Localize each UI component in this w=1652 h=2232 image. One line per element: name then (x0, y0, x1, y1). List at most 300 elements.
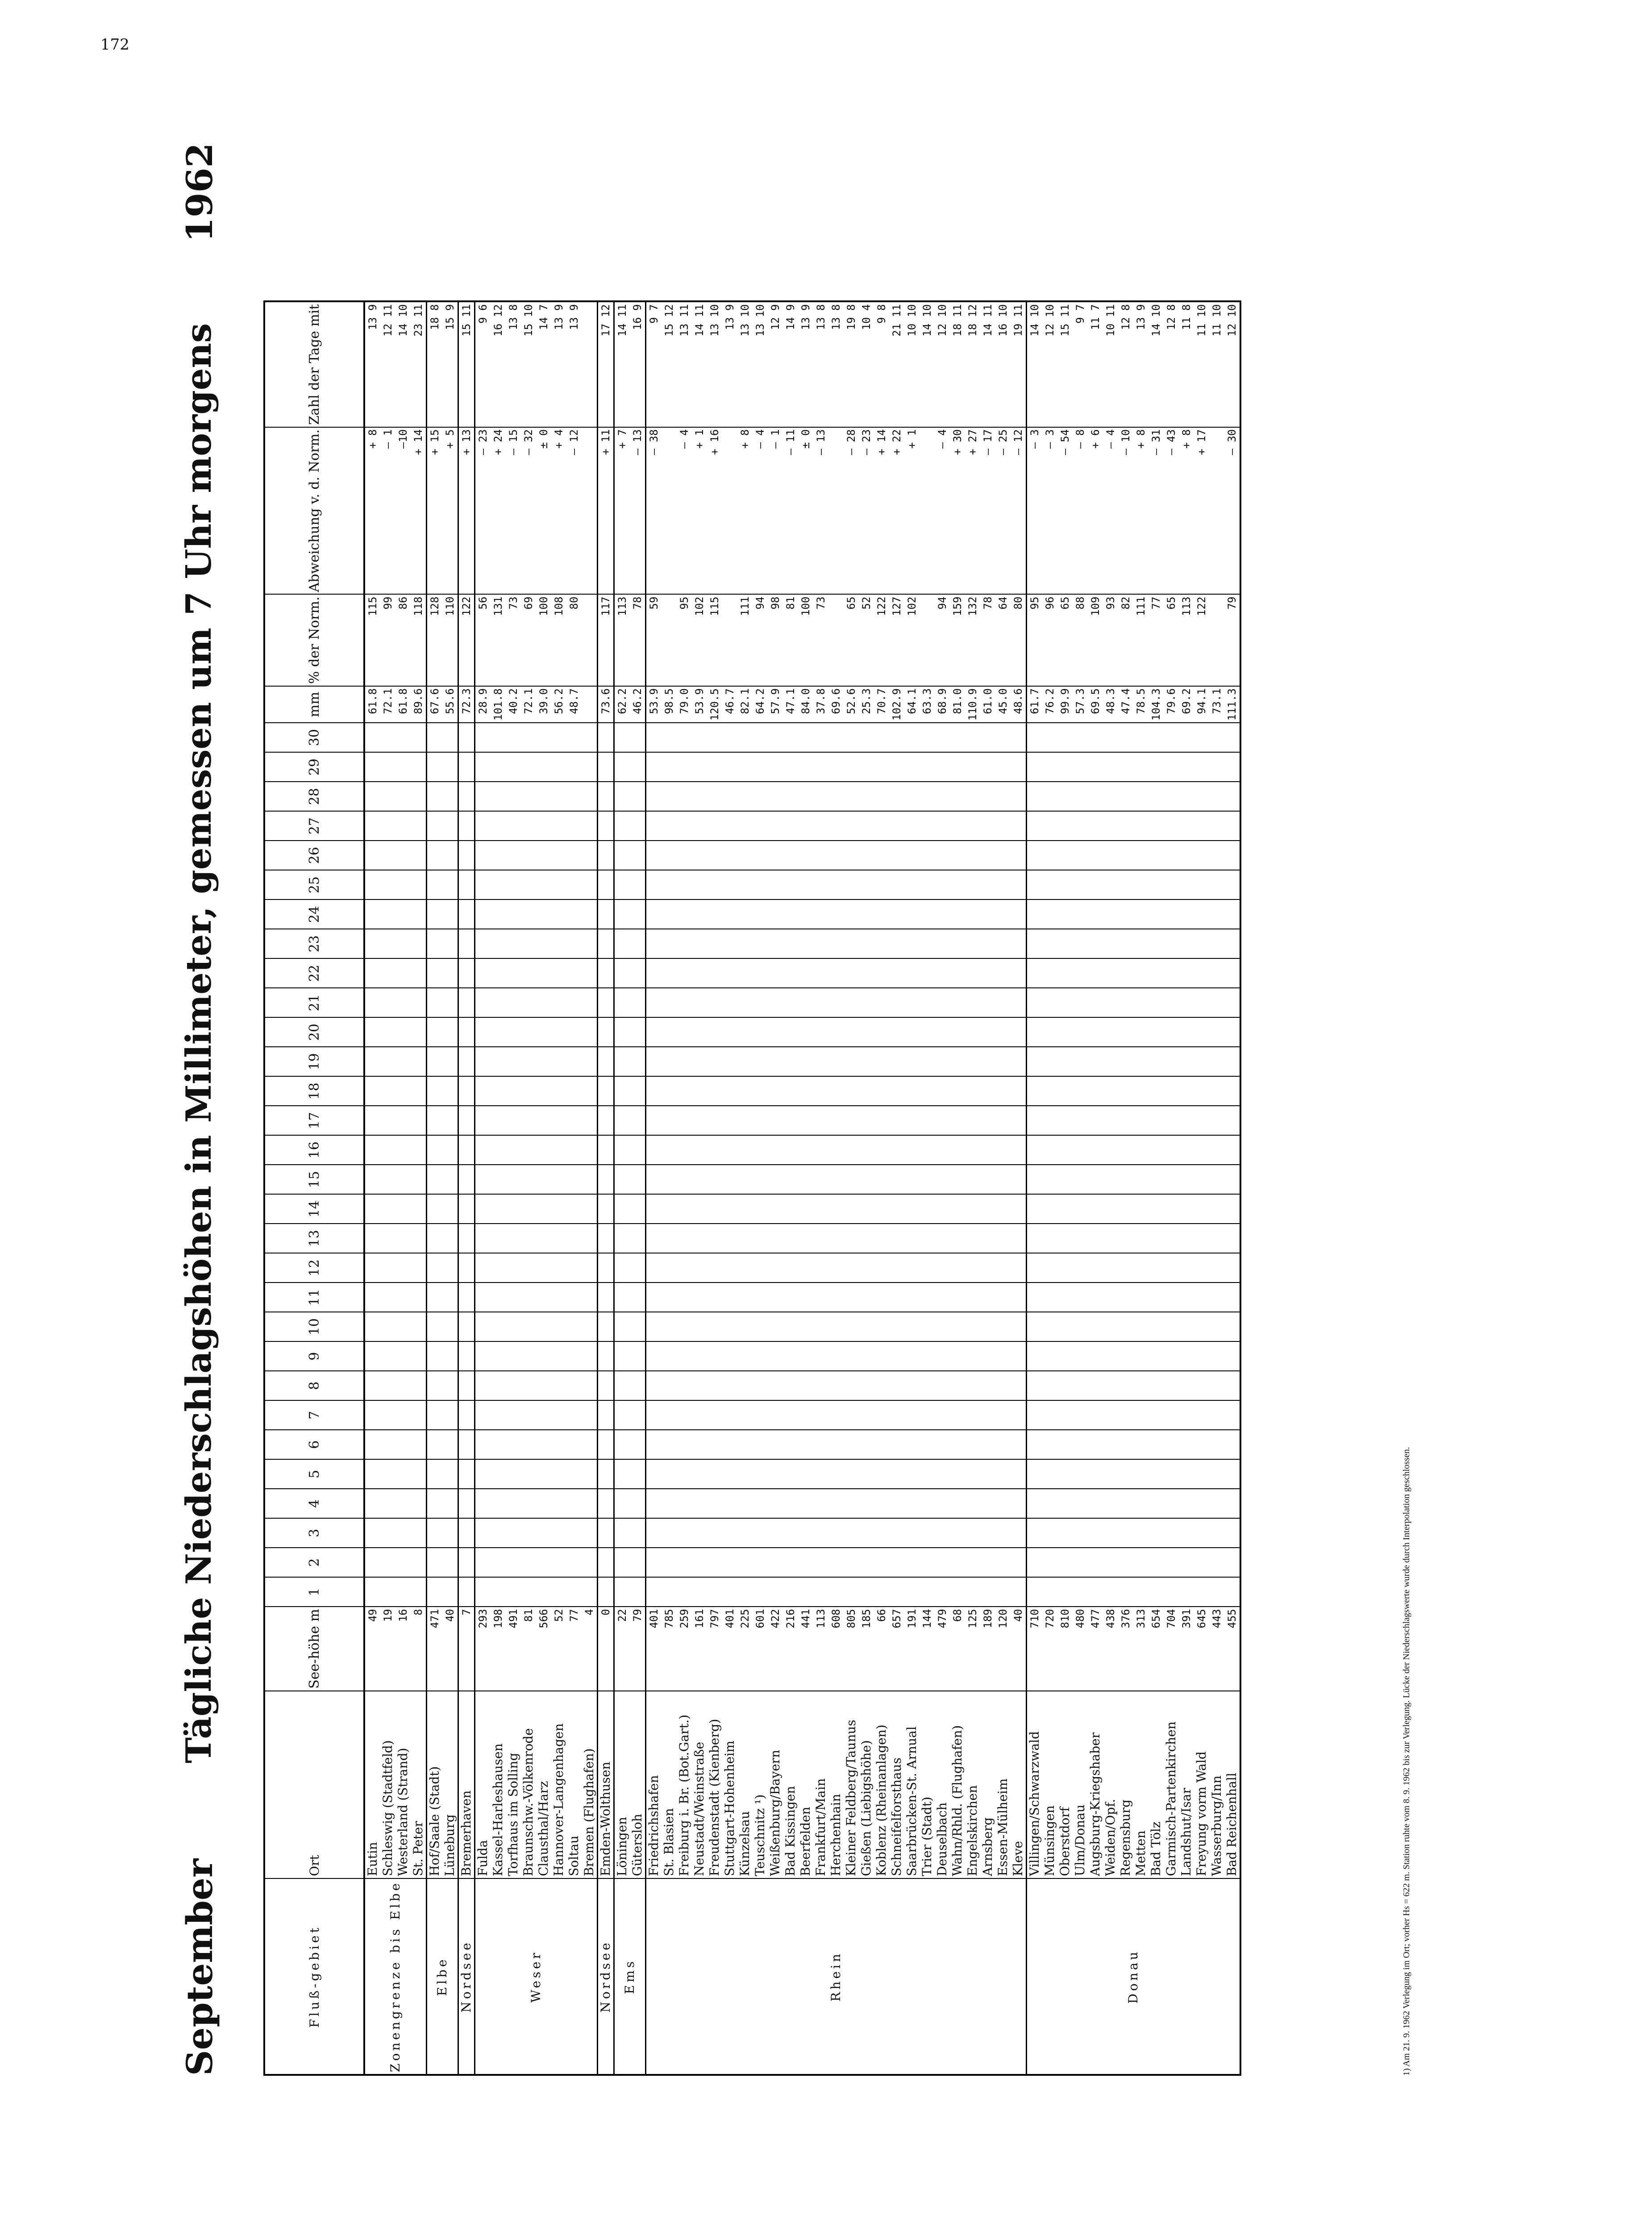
day-cell (783, 1135, 798, 1165)
day-cell (662, 1371, 677, 1400)
table-row (1148, 302, 1164, 2075)
day-cell (783, 1047, 798, 1076)
monatssumme-cell: 101.8 (491, 686, 506, 723)
day-cell (813, 1577, 828, 1607)
day-cell (753, 1106, 768, 1135)
day-cell (920, 1577, 935, 1607)
day-cell (1179, 1253, 1194, 1283)
day-cell (506, 1341, 521, 1371)
day-cell (566, 1017, 582, 1047)
day-cell (1209, 1489, 1224, 1518)
day-cell (889, 929, 904, 958)
day-cell (566, 1283, 582, 1312)
day-cell (1027, 782, 1043, 811)
ort-cell: Garmisch-Partenkirchen (1164, 1691, 1179, 1878)
day-cell (380, 1400, 395, 1430)
day-cell (1209, 1459, 1224, 1489)
day-cell (1073, 1548, 1088, 1577)
day-cell (783, 811, 798, 841)
day-cell (783, 1489, 798, 1518)
day-cell (475, 899, 491, 929)
day-cell (427, 1224, 443, 1253)
zahl-tage-cell: 12 10 (1224, 302, 1240, 427)
day-cell (813, 723, 828, 752)
day-cell (753, 1548, 768, 1577)
day-cell (859, 782, 874, 811)
day-cell (722, 1489, 737, 1518)
day-cell (753, 1135, 768, 1165)
day-cell (874, 1312, 889, 1341)
day-cell (1209, 988, 1224, 1017)
day-cell (1164, 870, 1179, 899)
day-cell (630, 1459, 646, 1489)
day-cell (1148, 929, 1164, 958)
day-cell (995, 752, 1011, 782)
day-cell (442, 841, 458, 870)
day-cell (813, 929, 828, 958)
pct-norm-cell: 56 (475, 594, 491, 686)
day-cell (889, 899, 904, 929)
day-cell (598, 1253, 614, 1283)
day-cell (677, 1106, 692, 1135)
day-cell (874, 1224, 889, 1253)
day-cell (1103, 752, 1118, 782)
day-cell (506, 1047, 521, 1076)
day-cell (506, 1135, 521, 1165)
abweichung-cell: + 24 (491, 427, 506, 595)
col-day-29: 29 (264, 752, 364, 782)
table-row (582, 302, 598, 2075)
day-cell (935, 1194, 950, 1224)
day-cell (722, 1341, 737, 1371)
day-cell (753, 1430, 768, 1459)
seehoehe-cell: 16 (395, 1607, 411, 1691)
seehoehe-cell: 455 (1224, 1607, 1240, 1691)
day-cell (630, 1283, 646, 1312)
day-cell (598, 1400, 614, 1430)
day-cell (1011, 1224, 1027, 1253)
day-cell (536, 1371, 551, 1400)
day-cell (753, 811, 768, 841)
day-cell (904, 870, 920, 899)
day-cell (1164, 1283, 1179, 1312)
day-cell (566, 1430, 582, 1459)
day-cell (950, 841, 965, 870)
day-cell (551, 1430, 566, 1459)
ort-cell: Oberstdorf (1057, 1691, 1073, 1878)
day-cell (722, 1165, 737, 1194)
day-cell (1209, 1017, 1224, 1047)
day-cell (677, 1194, 692, 1224)
day-cell (950, 1194, 965, 1224)
pct-norm-cell: 132 (965, 594, 980, 686)
day-cell (380, 870, 395, 899)
day-cell (722, 1253, 737, 1283)
day-cell (1103, 1253, 1118, 1283)
day-cell (427, 1165, 443, 1194)
day-cell (844, 841, 859, 870)
day-cell (662, 1106, 677, 1135)
day-cell (813, 1548, 828, 1577)
day-cell (551, 782, 566, 811)
day-cell (1027, 841, 1043, 870)
seehoehe-cell: 0 (598, 1607, 614, 1691)
day-cell (904, 1253, 920, 1283)
ort-cell: Herchenhain (828, 1691, 844, 1878)
day-cell (692, 958, 707, 988)
ort-cell: Emden-Wolthusen (598, 1691, 614, 1878)
day-cell (646, 782, 662, 811)
day-cell (813, 1076, 828, 1106)
day-cell (1042, 1430, 1057, 1459)
day-cell (491, 1047, 506, 1076)
day-cell (783, 870, 798, 899)
abweichung-cell: + 14 (874, 427, 889, 595)
day-cell (935, 1518, 950, 1548)
ort-cell: Villingen/Schwarzwald (1027, 1691, 1043, 1878)
table-row (1194, 302, 1209, 2075)
day-cell (874, 1577, 889, 1607)
day-cell (536, 1194, 551, 1224)
day-cell (566, 1253, 582, 1283)
abweichung-cell: – 23 (475, 427, 491, 595)
day-cell (904, 1400, 920, 1430)
day-cell (1073, 1283, 1088, 1312)
day-cell (1027, 899, 1043, 929)
day-cell (1057, 752, 1073, 782)
day-cell (1027, 958, 1043, 988)
day-cell (1088, 1577, 1103, 1607)
day-cell (768, 723, 783, 752)
day-cell (521, 1076, 536, 1106)
day-cell (582, 1400, 598, 1430)
day-cell (427, 870, 443, 899)
day-cell (920, 1312, 935, 1341)
day-cell (950, 1312, 965, 1341)
day-cell (1224, 841, 1240, 870)
ort-cell: Kassel-Harleshausen (491, 1691, 506, 1878)
day-cell (506, 988, 521, 1017)
ort-cell: Schleswig (Stadtfeld) (380, 1691, 395, 1878)
day-cell (737, 1224, 753, 1253)
day-cell (411, 841, 427, 870)
day-cell (491, 752, 506, 782)
day-cell (1194, 1312, 1209, 1341)
monatssumme-cell: 111.3 (1224, 686, 1240, 723)
day-cell (889, 1400, 904, 1430)
day-cell (692, 1017, 707, 1047)
day-cell (965, 752, 980, 782)
day-cell (692, 1489, 707, 1518)
day-cell (1057, 841, 1073, 870)
day-cell (614, 1224, 630, 1253)
day-cell (737, 899, 753, 929)
day-cell (364, 1341, 380, 1371)
day-cell (442, 1341, 458, 1371)
day-cell (1224, 782, 1240, 811)
day-cell (1148, 1312, 1164, 1341)
day-cell (380, 1017, 395, 1047)
day-cell (1027, 1017, 1043, 1047)
day-cell (1073, 752, 1088, 782)
day-cell (889, 1047, 904, 1076)
day-cell (1194, 782, 1209, 811)
day-cell (536, 1489, 551, 1518)
day-cell (1224, 929, 1240, 958)
day-cell (753, 723, 768, 752)
day-cell (889, 1489, 904, 1518)
day-cell (551, 1017, 566, 1047)
day-cell (1224, 811, 1240, 841)
pct-norm-cell: 113 (614, 594, 630, 686)
table-row (889, 302, 904, 2075)
day-cell (614, 1135, 630, 1165)
day-cell (551, 1371, 566, 1400)
monatssumme-cell: 46.2 (630, 686, 646, 723)
table-row (1088, 302, 1103, 2075)
day-cell (798, 1577, 813, 1607)
abweichung-cell: + 1 (692, 427, 707, 595)
day-cell (783, 1518, 798, 1548)
day-cell (1073, 1106, 1088, 1135)
day-cell (395, 723, 411, 752)
day-cell (566, 1312, 582, 1341)
day-cell (1103, 899, 1118, 929)
day-cell (442, 1253, 458, 1283)
flussgebiet-cell: Nordsee (458, 1878, 475, 2075)
day-cell (722, 752, 737, 782)
seehoehe-cell: 438 (1103, 1607, 1118, 1691)
day-cell (950, 1224, 965, 1253)
day-cell (646, 1341, 662, 1371)
day-cell (844, 1548, 859, 1577)
day-cell (551, 1194, 566, 1224)
abweichung-cell: – 23 (859, 427, 874, 595)
ort-cell: St. Blasien (662, 1691, 677, 1878)
day-cell (737, 1253, 753, 1283)
day-cell (566, 1341, 582, 1371)
day-cell (1164, 1400, 1179, 1430)
day-cell (722, 899, 737, 929)
monatssumme-cell: 104.3 (1148, 686, 1164, 723)
day-cell (521, 1253, 536, 1283)
day-cell (692, 1341, 707, 1371)
day-cell (1088, 1076, 1103, 1106)
day-cell (598, 1341, 614, 1371)
day-cell (364, 1224, 380, 1253)
day-cell (475, 1341, 491, 1371)
day-cell (427, 1430, 443, 1459)
day-cell (442, 899, 458, 929)
day-cell (395, 929, 411, 958)
day-cell (395, 1459, 411, 1489)
day-cell (707, 1459, 722, 1489)
day-cell (427, 1459, 443, 1489)
day-cell (598, 1430, 614, 1459)
day-cell (536, 1283, 551, 1312)
day-cell (491, 841, 506, 870)
ort-cell: Bremerhaven (458, 1691, 475, 1878)
table-row (491, 302, 506, 2075)
day-cell (364, 1165, 380, 1194)
day-cell (1088, 782, 1103, 811)
day-cell (1118, 1371, 1133, 1400)
table-row (380, 302, 395, 2075)
zahl-tage-cell: 9 7 (1073, 302, 1088, 427)
day-cell (1209, 811, 1224, 841)
monatssumme-cell: 61.0 (980, 686, 995, 723)
day-cell (798, 1430, 813, 1459)
day-cell (380, 1253, 395, 1283)
abweichung-cell: ± 0 (798, 427, 813, 595)
day-cell (783, 1400, 798, 1430)
day-cell (521, 1312, 536, 1341)
day-cell (828, 1371, 844, 1400)
day-cell (442, 1518, 458, 1548)
table-row (935, 302, 950, 2075)
day-cell (364, 1047, 380, 1076)
day-cell (768, 1459, 783, 1489)
day-cell (521, 723, 536, 752)
day-cell (1057, 1106, 1073, 1135)
day-cell (889, 1312, 904, 1341)
flussgebiet-cell: Ems (614, 1878, 646, 2075)
day-cell (442, 1430, 458, 1459)
day-cell (582, 1076, 598, 1106)
table-row (521, 302, 536, 2075)
day-cell (707, 1312, 722, 1341)
day-cell (536, 1106, 551, 1135)
day-cell (965, 1312, 980, 1341)
day-cell (1088, 723, 1103, 752)
day-cell (920, 782, 935, 811)
monatssumme-cell: 69.2 (1179, 686, 1194, 723)
day-cell (828, 811, 844, 841)
day-cell (1179, 1224, 1194, 1253)
day-cell (1133, 1017, 1148, 1047)
day-cell (566, 1106, 582, 1135)
day-cell (1088, 899, 1103, 929)
day-cell (677, 1017, 692, 1047)
day-cell (630, 1577, 646, 1607)
day-cell (798, 1459, 813, 1489)
col-day-10: 10 (264, 1312, 364, 1341)
day-cell (458, 782, 475, 811)
day-cell (566, 1577, 582, 1607)
day-cell (598, 1283, 614, 1312)
day-cell (551, 1135, 566, 1165)
day-cell (707, 752, 722, 782)
day-cell (662, 1017, 677, 1047)
day-cell (1118, 752, 1133, 782)
pct-norm-cell: 122 (458, 594, 475, 686)
day-cell (536, 1312, 551, 1341)
day-cell (458, 752, 475, 782)
table-row (783, 302, 798, 2075)
day-cell (692, 1224, 707, 1253)
day-cell (411, 1371, 427, 1400)
day-cell (935, 1371, 950, 1400)
pct-norm-cell: 100 (798, 594, 813, 686)
abweichung-cell: + 22 (889, 427, 904, 595)
pct-norm-cell: 64 (995, 594, 1011, 686)
day-cell (1209, 870, 1224, 899)
day-cell (889, 988, 904, 1017)
day-cell (582, 870, 598, 899)
day-cell (614, 1489, 630, 1518)
day-cell (646, 1312, 662, 1341)
day-cell (630, 1165, 646, 1194)
day-cell (1042, 782, 1057, 811)
day-cell (1164, 1224, 1179, 1253)
day-cell (1194, 1017, 1209, 1047)
day-cell (475, 1076, 491, 1106)
table-row (458, 302, 475, 2075)
day-cell (1224, 1371, 1240, 1400)
day-cell (1224, 723, 1240, 752)
day-cell (411, 929, 427, 958)
day-cell (380, 1076, 395, 1106)
day-cell (844, 1165, 859, 1194)
day-cell (1057, 899, 1073, 929)
day-cell (475, 782, 491, 811)
day-cell (598, 1489, 614, 1518)
abweichung-cell: + 4 (551, 427, 566, 595)
day-cell (458, 958, 475, 988)
day-cell (995, 870, 1011, 899)
day-cell (965, 1017, 980, 1047)
day-cell (1133, 1459, 1148, 1489)
pct-norm-cell: 115 (364, 594, 380, 686)
day-cell (411, 811, 427, 841)
day-cell (1179, 1371, 1194, 1400)
day-cell (395, 1400, 411, 1430)
monatssumme-cell: 48.6 (1011, 686, 1027, 723)
day-cell (950, 1400, 965, 1430)
day-cell (442, 1194, 458, 1224)
day-cell (1164, 1076, 1179, 1106)
zahl-tage-cell: 11 10 (1194, 302, 1209, 427)
day-cell (950, 870, 965, 899)
day-cell (1011, 1577, 1027, 1607)
day-cell (859, 1076, 874, 1106)
day-cell (1042, 929, 1057, 958)
day-cell (813, 1224, 828, 1253)
day-cell (783, 1017, 798, 1047)
day-cell (753, 1253, 768, 1283)
day-cell (768, 1047, 783, 1076)
day-cell (844, 1400, 859, 1430)
day-cell (828, 1106, 844, 1135)
day-cell (551, 841, 566, 870)
day-cell (1103, 1312, 1118, 1341)
monatssumme-cell: 94.1 (1194, 686, 1209, 723)
day-cell (859, 723, 874, 752)
col-day-13: 13 (264, 1224, 364, 1253)
day-cell (692, 899, 707, 929)
day-cell (1057, 1135, 1073, 1165)
zahl-tage-cell: 9 6 (475, 302, 491, 427)
day-cell (1088, 958, 1103, 988)
monatssumme-cell: 56.2 (551, 686, 566, 723)
day-cell (874, 782, 889, 811)
table-row (692, 302, 707, 2075)
day-cell (458, 811, 475, 841)
pct-norm-cell (662, 594, 677, 686)
day-cell (491, 1371, 506, 1400)
day-cell (707, 1253, 722, 1283)
monatssumme-cell: 52.6 (844, 686, 859, 723)
